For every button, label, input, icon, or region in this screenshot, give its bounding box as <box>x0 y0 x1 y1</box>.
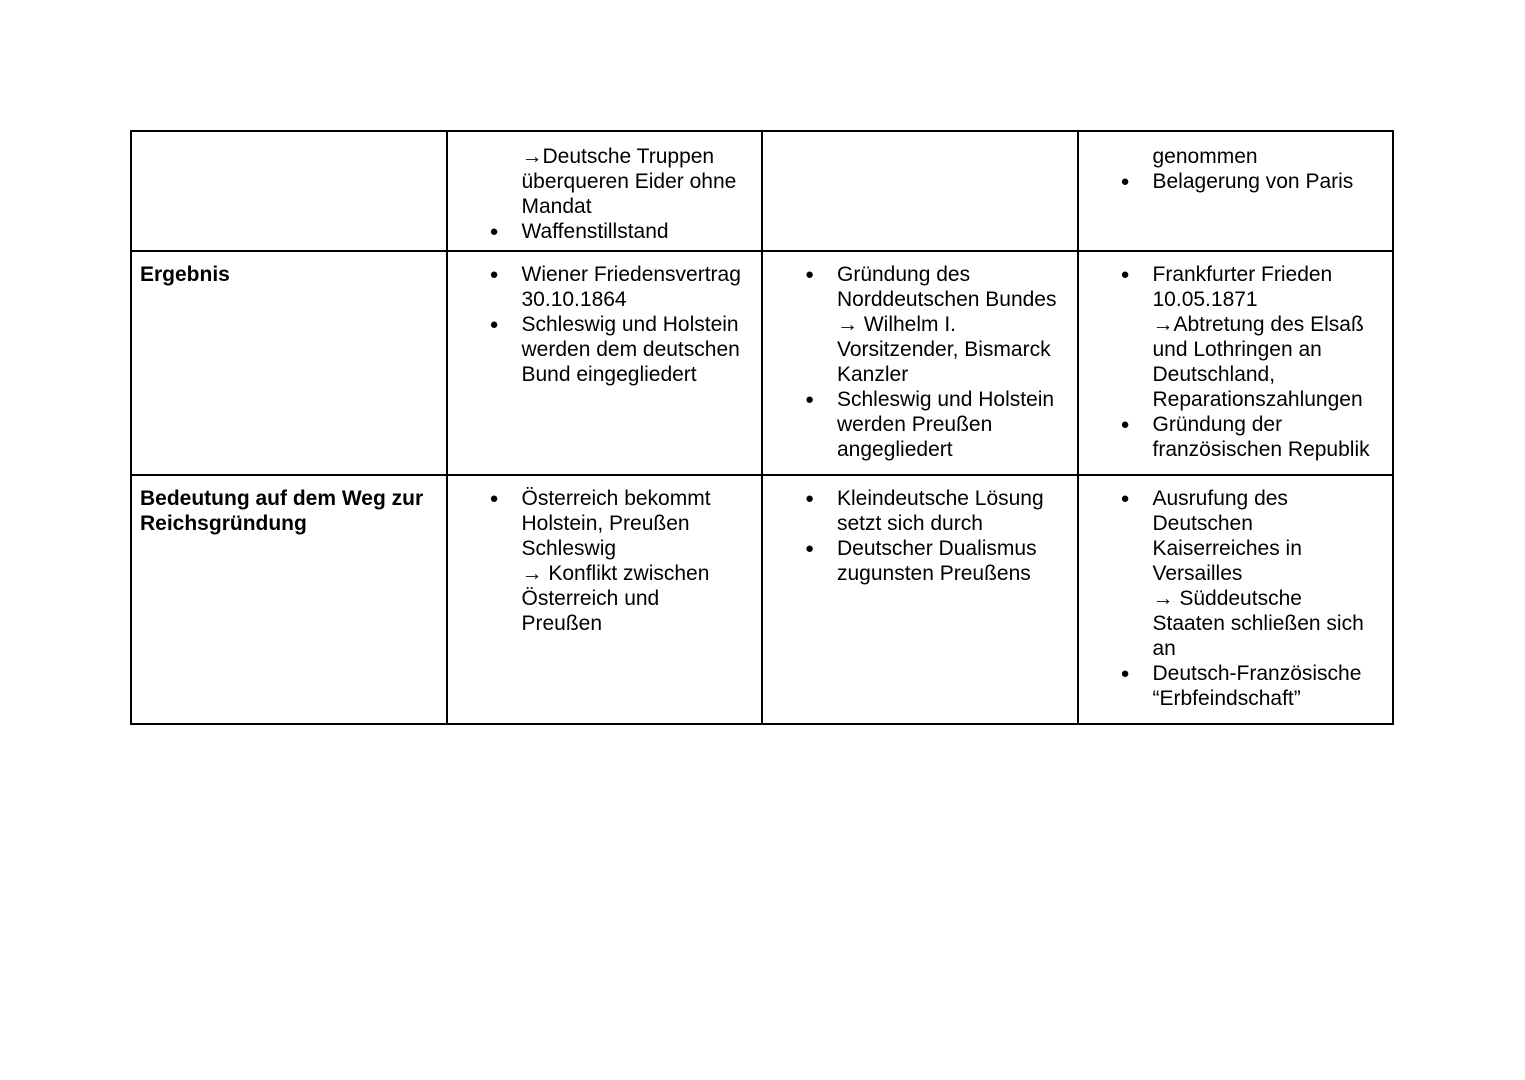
continuation-cell-col4 <box>1078 131 1394 251</box>
list-item <box>1087 169 1385 194</box>
bullet-text: setzt sich durch <box>837 512 983 535</box>
bullet-text: Holstein, Preußen <box>521 512 690 535</box>
bullet-text: ● Gründung des <box>837 263 971 286</box>
bullet-text: ● Deutscher Dualismus <box>837 537 1037 560</box>
result-cell-col3 <box>762 251 1078 475</box>
bullet-text: ● Deutsch-Französische <box>1152 662 1362 685</box>
continuation-label-cell <box>131 131 447 251</box>
bullet-text: ● Ausrufung des <box>1152 487 1288 510</box>
bullet-text: werden Preußen <box>837 413 993 436</box>
bullet-text: Kanzler <box>837 363 909 386</box>
list-item <box>456 486 754 636</box>
bullet-text: 10.05.1871 <box>1152 288 1258 311</box>
result-cell-col4 <box>1078 251 1394 475</box>
list-item <box>456 312 754 387</box>
list-item <box>771 262 1069 387</box>
continuation-text: genommen <box>1152 145 1258 168</box>
bullet-text: ● Frankfurter Frieden <box>1152 263 1333 286</box>
row-label-text: Ergebnis <box>140 263 230 286</box>
bullet-text: werden dem deutschen <box>521 338 740 361</box>
bullet-text: ● Kleindeutsche Lösung <box>837 487 1044 510</box>
bullet-text: Staaten schließen sich <box>1152 612 1364 635</box>
bullet-text: zugunsten Preußens <box>837 562 1031 585</box>
bullet-text: ● Belagerung von Paris <box>1152 170 1354 193</box>
list-item <box>1087 486 1385 661</box>
row-label-text: Reichsgründung <box>140 512 307 535</box>
bullet-text: französischen Republik <box>1152 438 1370 461</box>
bullet-text: Bund eingegliedert <box>521 363 697 386</box>
bullet-text: → Süddeutsche <box>1152 587 1302 610</box>
bullet-text: ● Wiener Friedensvertrag <box>521 263 741 286</box>
list-item <box>456 262 754 312</box>
bullet-text: Deutschland, <box>1152 363 1276 386</box>
meaning-cell-col3 <box>762 475 1078 724</box>
bullet-text: 30.10.1864 <box>521 288 627 311</box>
bullet-text: → Wilhelm I. <box>837 313 957 336</box>
list-item <box>1087 661 1385 711</box>
bullet-text: → Konflikt zwischen <box>521 562 710 585</box>
bullet-text: Norddeutschen Bundes <box>837 288 1057 311</box>
bullet-text: →Abtretung des Elsaß <box>1152 313 1364 336</box>
list-item <box>1087 144 1385 169</box>
table-row-continuation <box>131 131 1393 251</box>
bullet-text: und Lothringen an <box>1152 338 1322 361</box>
row-label-ergebnis <box>131 251 447 475</box>
list-item <box>456 144 754 219</box>
bullet-text: Kaiserreiches in <box>1152 537 1302 560</box>
table-row-ergebnis <box>131 251 1393 475</box>
bullet-text: ● Waffenstillstand <box>521 220 669 243</box>
list-item <box>1087 412 1385 462</box>
list-item <box>771 387 1069 462</box>
bullet-text: ● Schleswig und Holstein <box>837 388 1055 411</box>
row-label-bedeutung <box>131 475 447 724</box>
bullet-text: Österreich und <box>521 587 660 610</box>
bullet-text: “Erbfeindschaft” <box>1152 687 1301 710</box>
bullet-text: Deutschen <box>1152 512 1253 535</box>
bullet-text: Schleswig <box>521 537 617 560</box>
list-item <box>1087 262 1385 412</box>
continuation-cell-col3 <box>762 131 1078 251</box>
continuation-cell-col2 <box>447 131 763 251</box>
bullet-text: ● Österreich bekommt <box>521 487 711 510</box>
row-label-text: Bedeutung auf dem Weg zur <box>140 487 424 510</box>
continuation-text: →Deutsche Truppen überqueren Eider ohne Mandat <box>521 145 737 218</box>
comparison-table <box>130 130 1394 725</box>
bullet-text: Reparationszahlungen <box>1152 388 1363 411</box>
bullet-text: Preußen <box>521 612 603 635</box>
bullet-text: angegliedert <box>837 438 953 461</box>
list-item <box>771 536 1069 586</box>
meaning-cell-col2 <box>447 475 763 724</box>
bullet-text: Vorsitzender, Bismarck <box>837 338 1051 361</box>
bullet-text: ● Gründung der <box>1152 413 1283 436</box>
bullet-text: an <box>1152 637 1176 660</box>
bullet-text: Versailles <box>1152 562 1243 585</box>
list-item <box>456 219 754 244</box>
table-row-bedeutung <box>131 475 1393 724</box>
bullet-text: ● Schleswig und Holstein <box>521 313 739 336</box>
result-cell-col2 <box>447 251 763 475</box>
meaning-cell-col4 <box>1078 475 1394 724</box>
list-item <box>771 486 1069 536</box>
